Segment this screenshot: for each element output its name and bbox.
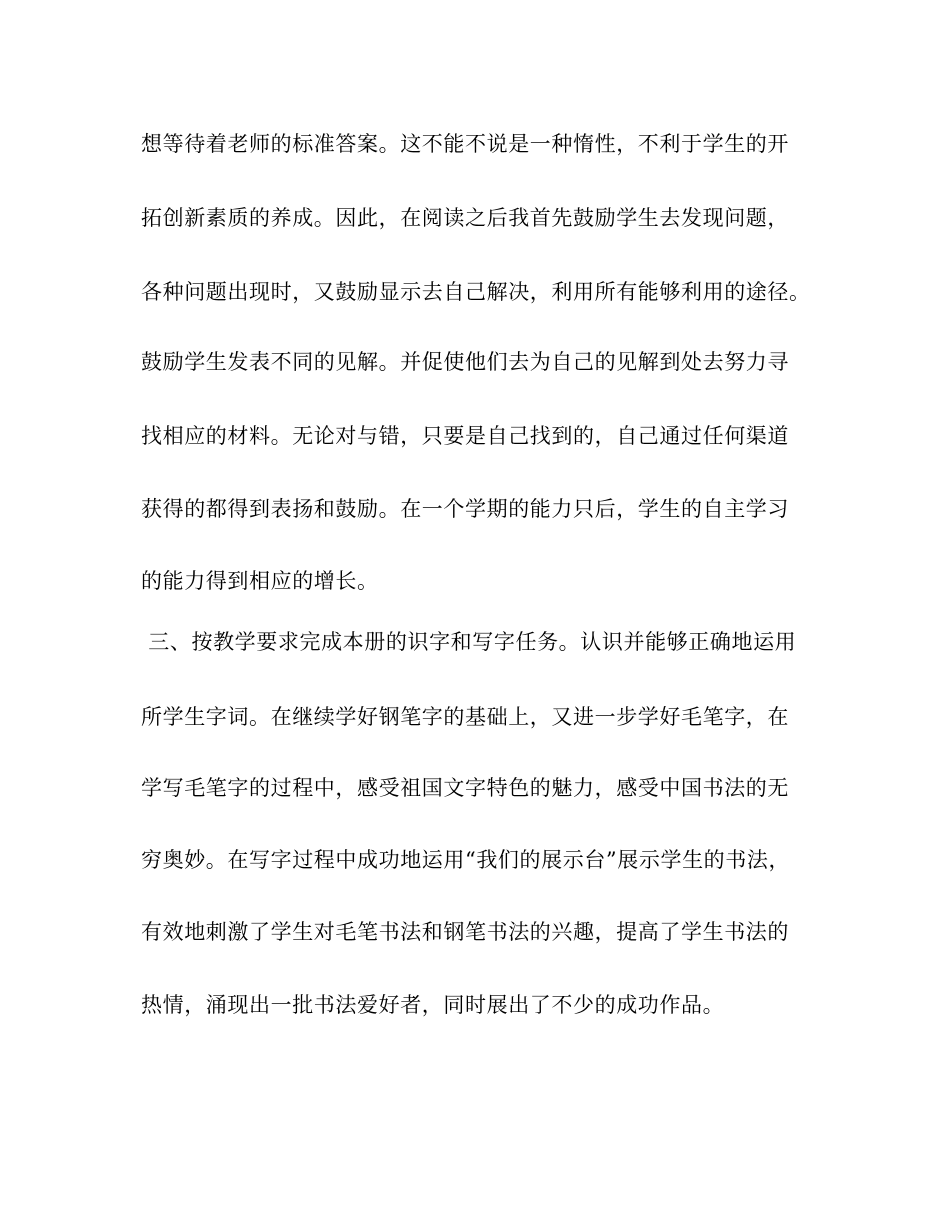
text-line: 鼓励学生发表不同的见解。并促使他们去为自己的见解到处去努力寻 [141,350,789,374]
text-line: 想等待着老师的标准答案。这不能不说是一种惰性，不利于学生的开 [141,132,789,156]
text-line: 各种问题出现时，又鼓励显示去自己解决，利用所有能够利用的途径。 [141,280,811,304]
text-line: 热情，涌现出一批书法爱好者，同时展出了不少的成功作品。 [141,993,725,1017]
text-line: 有效地刺激了学生对毛笔书法和钢笔书法的兴趣，提高了学生书法的 [141,920,789,944]
text-line: 学写毛笔字的过程中，感受祖国文字特色的魅力，感受中国书法的无 [141,776,789,800]
text-line: 获得的都得到表扬和鼓励。在一个学期的能力只后，学生的自主学习 [141,497,789,521]
text-line: 找相应的材料。无论对与错，只要是自己找到的，自己通过任何渠道 [141,424,789,448]
text-line: 的能力得到相应的增长。 [141,569,379,593]
section-heading-line: 三、按教学要求完成本册的识字和写字任务。认识并能够正确地运用 [141,630,797,654]
text-line: 所学生字词。在继续学好钢笔字的基础上，又进一步学好毛笔字，在 [141,705,789,729]
text-line: 拓创新素质的养成。因此，在阅读之后我首先鼓励学生去发现问题， [141,206,789,230]
text-line: 穷奥妙。在写字过程中成功地运用“我们的展示台”展示学生的书法， [141,848,791,872]
